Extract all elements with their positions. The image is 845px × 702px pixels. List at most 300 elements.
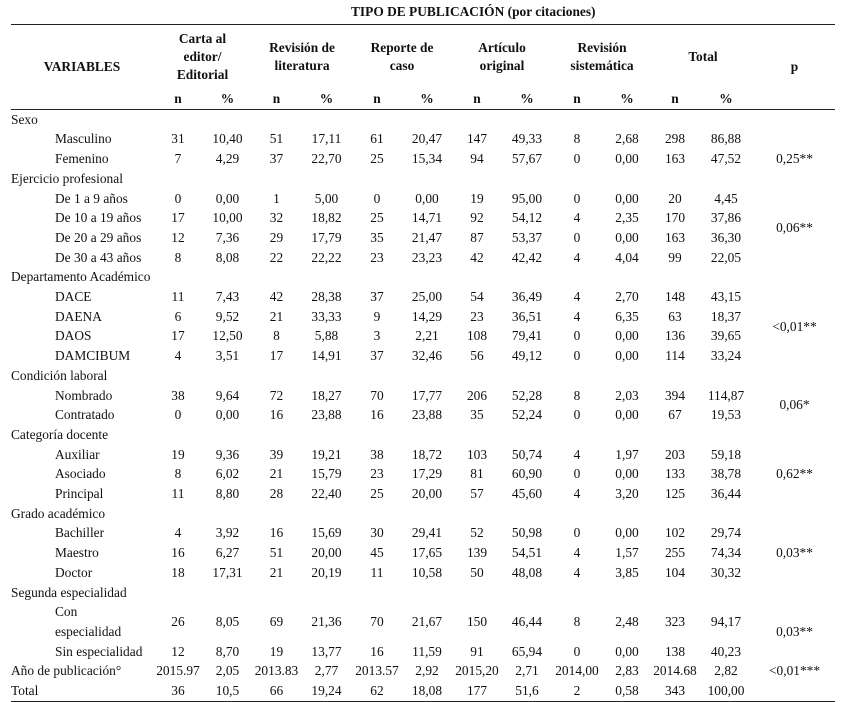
pct-cell: 19,53 — [710, 407, 742, 423]
n-cell: 9 — [373, 308, 381, 324]
n-cell: 4 — [573, 446, 581, 462]
pct-cell: 3,20 — [615, 486, 639, 502]
n-cell: 147 — [466, 131, 488, 147]
pct-cell: 57,67 — [511, 151, 543, 167]
table-row — [11, 307, 835, 327]
pct-cell: 0,00 — [615, 525, 639, 541]
n-cell: 3 — [373, 328, 381, 344]
pct-cell: 2,03 — [615, 387, 639, 403]
table-row — [11, 602, 835, 641]
group-header-line: Artículo — [478, 40, 526, 55]
n-cell: 16 — [370, 407, 384, 423]
row-label-line: Con — [55, 604, 78, 620]
n-cell: 23 — [470, 308, 484, 324]
n-cell: 136 — [664, 328, 686, 344]
n-cell: 16 — [269, 407, 284, 423]
category-label: Categoría docente — [11, 426, 109, 442]
row-label: DACE — [55, 289, 92, 305]
pct-cell: 15,69 — [311, 525, 342, 541]
row-label: Asociado — [55, 466, 106, 482]
total-row — [11, 681, 835, 701]
category-label: Departamento Académico — [11, 269, 151, 285]
pct-cell: 0,00 — [215, 190, 240, 206]
n-cell: 23 — [370, 249, 384, 265]
n-cell: 133 — [664, 466, 686, 482]
pct-cell: 54,51 — [511, 545, 543, 561]
category-row — [11, 109, 835, 129]
pct-header: % — [698, 89, 754, 109]
table-header — [11, 0, 835, 109]
n-cell: 2013.83 — [254, 663, 299, 679]
n-cell: 323 — [664, 614, 686, 630]
group-header-line: Carta al — [178, 31, 227, 46]
pct-cell: 22,05 — [710, 249, 742, 265]
pct-cell: 14,91 — [311, 348, 342, 364]
group-header-0 — [153, 25, 252, 90]
row-label-line: especialidad — [55, 623, 122, 639]
n-cell: 57 — [470, 486, 484, 502]
n-cell: 42 — [470, 249, 484, 265]
pct-cell: 0,00 — [615, 151, 639, 167]
n-cell: 19 — [470, 190, 484, 206]
n-cell: 87 — [470, 229, 484, 245]
pct-cell: 33,33 — [311, 308, 342, 324]
p-header: p — [754, 25, 835, 110]
pct-cell: 10,00 — [212, 210, 243, 226]
group-header-line: sistemática — [570, 58, 634, 73]
n-cell: 45 — [370, 545, 384, 561]
n-cell: 8 — [174, 249, 182, 265]
pct-cell: 6,02 — [215, 466, 240, 482]
pct-cell: 13,77 — [311, 643, 342, 659]
table-row — [11, 189, 835, 209]
n-cell: 177 — [452, 681, 502, 701]
group-header-line: Revisión — [577, 40, 627, 55]
table-row — [11, 484, 835, 504]
n-cell: 163 — [664, 151, 686, 167]
pct-cell: 95,00 — [511, 190, 543, 206]
group-header-line: Reporte de — [370, 40, 434, 55]
group-header-line: caso — [389, 58, 415, 73]
pct-cell: 17,29 — [411, 466, 443, 482]
table-body — [11, 109, 835, 701]
n-cell: 92 — [470, 210, 484, 226]
p-empty — [754, 583, 835, 603]
pct-cell: 7,43 — [215, 289, 240, 305]
pct-cell: 0,00 — [415, 190, 439, 206]
n-cell: 2014,00 — [555, 663, 599, 679]
pct-cell: 114,87 — [707, 387, 745, 403]
n-cell: 20 — [668, 190, 682, 206]
n-cell: 28 — [269, 486, 284, 502]
n-cell: 42 — [269, 289, 284, 305]
pct-cell: 19,21 — [311, 446, 342, 462]
pct-cell: 20,00 — [311, 545, 342, 561]
n-cell: 12 — [171, 229, 185, 245]
n-cell: 0 — [174, 407, 182, 423]
pct-cell: 19,24 — [301, 681, 352, 701]
pct-header: % — [502, 89, 552, 109]
row-label: De 1 a 9 años — [55, 190, 128, 206]
n-cell: 69 — [269, 614, 284, 630]
n-cell: 35 — [470, 407, 484, 423]
n-cell: 51 — [269, 545, 284, 561]
year-row — [11, 661, 835, 681]
n-cell: 12 — [171, 643, 185, 659]
n-cell: 18 — [171, 564, 185, 580]
n-cell: 26 — [171, 614, 185, 630]
pct-cell: 25,00 — [411, 289, 443, 305]
n-cell: 8 — [573, 387, 581, 403]
n-cell: 8 — [273, 328, 280, 344]
n-cell: 139 — [466, 545, 488, 561]
pct-cell: 0,58 — [602, 681, 652, 701]
pct-cell: 65,94 — [511, 643, 543, 659]
n-cell: 11 — [171, 289, 185, 305]
n-cell: 298 — [664, 131, 686, 147]
row-label: Contratado — [55, 407, 115, 423]
pct-cell: 0,00 — [615, 190, 639, 206]
n-cell: 36 — [153, 681, 203, 701]
pct-cell: 15,34 — [411, 151, 443, 167]
pct-cell: 22,40 — [311, 486, 342, 502]
pct-cell: 5,00 — [314, 190, 339, 206]
n-cell: 6 — [174, 308, 182, 324]
n-cell: 108 — [466, 328, 488, 344]
category-row — [11, 169, 835, 189]
n-cell: 203 — [664, 446, 686, 462]
group-header-5 — [652, 25, 754, 90]
n-cell: 62 — [352, 681, 402, 701]
pct-cell: 23,23 — [411, 249, 443, 265]
pct-cell: 46,44 — [511, 614, 543, 630]
n-cell: 138 — [664, 643, 686, 659]
pct-cell: 20,47 — [411, 131, 443, 147]
p-value: <0,01** — [772, 318, 817, 334]
pct-cell: 36,30 — [710, 229, 742, 245]
n-cell: 8 — [174, 466, 182, 482]
category-label: Grado académico — [11, 505, 106, 521]
n-cell: 22 — [269, 249, 284, 265]
pct-cell: 36,44 — [710, 486, 742, 502]
n-cell: 32 — [269, 210, 284, 226]
row-label: Femenino — [55, 151, 109, 167]
pct-cell: 6,35 — [615, 308, 639, 324]
pct-cell: 2,70 — [615, 289, 639, 305]
n-header: n — [352, 89, 402, 109]
row-label: De 10 a 19 años — [55, 210, 142, 226]
pct-cell: 22,22 — [311, 249, 342, 265]
n-header: n — [652, 89, 698, 109]
n-cell: 94 — [470, 151, 484, 167]
pct-cell: 14,71 — [411, 210, 443, 226]
pct-cell: 9,64 — [215, 387, 240, 403]
pct-cell: 29,74 — [710, 525, 742, 541]
pct-cell: 33,24 — [710, 348, 742, 364]
pct-cell: 0,00 — [615, 348, 639, 364]
pct-cell: 2,83 — [615, 663, 639, 679]
pct-cell: 18,27 — [311, 387, 342, 403]
pct-cell: 17,31 — [212, 564, 243, 580]
pct-cell: 8,08 — [215, 249, 240, 265]
p-value: 0,25** — [776, 151, 813, 167]
pct-cell: 30,32 — [710, 564, 742, 580]
table-row — [11, 248, 835, 268]
n-header: n — [552, 89, 602, 109]
pct-cell: 52,28 — [511, 387, 543, 403]
n-cell: 170 — [664, 210, 686, 226]
pct-cell: 2,05 — [215, 663, 240, 679]
n-cell: 2013.57 — [355, 663, 399, 679]
pct-cell: 15,79 — [311, 466, 342, 482]
n-cell: 2 — [552, 681, 602, 701]
group-header-2 — [352, 25, 452, 90]
n-cell: 2014.68 — [653, 663, 697, 679]
pct-header: % — [301, 89, 352, 109]
n-header: n — [153, 89, 203, 109]
pct-cell: 2,21 — [415, 328, 439, 344]
n-cell: 7 — [174, 151, 182, 167]
pct-cell: 10,40 — [212, 131, 243, 147]
p-value: 0,03** — [776, 545, 813, 561]
pct-cell: 2,68 — [615, 131, 639, 147]
pct-cell: 79,41 — [511, 328, 543, 344]
row-label: DAOS — [55, 328, 92, 344]
pct-cell: 17,65 — [411, 545, 443, 561]
n-cell: 16 — [269, 525, 284, 541]
n-cell: 0 — [573, 466, 581, 482]
n-cell: 4 — [174, 348, 182, 364]
pct-cell: 2,92 — [415, 663, 439, 679]
n-cell: 17 — [171, 328, 185, 344]
table-row — [11, 129, 835, 149]
p-value: 0,03** — [776, 623, 813, 639]
pct-cell: 51,6 — [502, 681, 552, 701]
n-cell: 66 — [252, 681, 301, 701]
n-cell: 52 — [470, 525, 484, 541]
pct-cell: 43,15 — [710, 289, 742, 305]
row-label: Masculino — [55, 131, 112, 147]
pct-cell: 1,97 — [615, 446, 639, 462]
p-empty — [754, 109, 835, 129]
table-row — [11, 563, 835, 583]
table-row — [11, 287, 835, 307]
pct-cell: 0,00 — [615, 229, 639, 245]
row-label: De 20 a 29 años — [55, 229, 142, 245]
n-cell: 125 — [664, 486, 686, 502]
pct-cell: 74,34 — [710, 545, 742, 561]
n-cell: 148 — [664, 289, 686, 305]
p-empty — [754, 425, 835, 445]
pct-cell: 17,77 — [411, 387, 443, 403]
row-label — [11, 602, 153, 641]
table-title-text: TIPO DE PUBLICACIÓN (por citaciones) — [351, 4, 596, 20]
p-value: 0,06* — [779, 397, 810, 413]
pct-cell: 50,74 — [511, 446, 543, 462]
pct-cell: 39,65 — [710, 328, 742, 344]
n-cell: 150 — [466, 614, 488, 630]
n-cell: 2015,20 — [455, 663, 499, 679]
pct-cell: 0,00 — [615, 643, 639, 659]
n-cell: 37 — [370, 289, 384, 305]
n-cell: 19 — [171, 446, 185, 462]
pct-cell: 59,18 — [710, 446, 742, 462]
row-label: Principal — [55, 486, 104, 502]
pct-cell: 60,90 — [511, 466, 543, 482]
year-label: Año de publicación° — [11, 663, 122, 679]
n-cell: 30 — [370, 525, 384, 541]
pct-cell: 0,00 — [615, 407, 639, 423]
pct-cell: 52,24 — [511, 407, 543, 423]
pct-cell: 2,82 — [714, 663, 738, 679]
pct-cell: 9,52 — [215, 308, 240, 324]
publication-type-table — [11, 0, 835, 702]
table-row — [11, 208, 835, 228]
n-cell: 51 — [269, 131, 284, 147]
n-cell: 25 — [370, 486, 384, 502]
n-cell: 104 — [664, 564, 686, 580]
pct-cell: 4,04 — [615, 249, 639, 265]
pct-cell: 17,79 — [311, 229, 342, 245]
row-label: Nombrado — [55, 387, 113, 403]
group-header-line: editor/ — [183, 49, 222, 64]
n-cell: 102 — [664, 525, 686, 541]
n-cell: 0 — [174, 190, 182, 206]
pct-cell: 29,41 — [411, 525, 443, 541]
pct-cell: 54,12 — [511, 210, 543, 226]
pct-cell: 4,45 — [714, 190, 738, 206]
n-cell: 394 — [664, 387, 686, 403]
row-label: Bachiller — [55, 525, 105, 541]
group-header-3 — [452, 25, 552, 90]
pct-header: % — [602, 89, 652, 109]
n-cell: 4 — [174, 525, 182, 541]
pct-cell: 48,08 — [511, 564, 543, 580]
pct-cell: 18,37 — [710, 308, 742, 324]
n-cell: 91 — [470, 643, 484, 659]
group-header-line: original — [479, 58, 525, 73]
total-label: Total — [11, 681, 153, 701]
n-cell: 37 — [269, 151, 284, 167]
table-row — [11, 326, 835, 346]
n-cell: 23 — [370, 466, 384, 482]
pct-cell: 0,00 — [215, 407, 240, 423]
pct-cell: 4,29 — [215, 151, 240, 167]
row-label: DAMCIBUM — [55, 348, 131, 364]
n-cell: 0 — [573, 328, 581, 344]
pct-cell: 12,50 — [212, 328, 243, 344]
pct-cell: 18,08 — [402, 681, 452, 701]
n-header: n — [252, 89, 301, 109]
pct-cell: 5,88 — [314, 328, 339, 344]
year-p-value: <0,01*** — [768, 663, 821, 679]
n-cell: 0 — [573, 348, 581, 364]
n-cell: 343 — [652, 681, 698, 701]
row-label: DAENA — [55, 308, 102, 324]
n-cell: 67 — [668, 407, 682, 423]
n-cell: 8 — [573, 614, 581, 630]
n-cell: 21 — [269, 564, 284, 580]
table-row — [11, 405, 835, 425]
n-cell: 0 — [573, 151, 581, 167]
n-cell: 0 — [373, 190, 381, 206]
pct-cell: 2,77 — [314, 663, 339, 679]
pct-cell: 10,5 — [203, 681, 252, 701]
pct-cell: 38,78 — [710, 466, 742, 482]
pct-cell: 2,71 — [515, 663, 539, 679]
header-title-row — [11, 0, 835, 25]
n-cell: 17 — [269, 348, 284, 364]
category-row — [11, 366, 835, 386]
pct-cell: 53,37 — [511, 229, 543, 245]
pct-header: % — [203, 89, 252, 109]
pct-cell: 8,70 — [215, 643, 240, 659]
category-label: Segunda especialidad — [11, 584, 127, 600]
pct-cell: 86,88 — [710, 131, 742, 147]
group-header-line: literatura — [274, 58, 330, 73]
pct-cell: 18,72 — [411, 446, 443, 462]
n-cell: 35 — [370, 229, 384, 245]
variables-header: VARIABLES — [11, 25, 153, 110]
pct-cell: 23,88 — [311, 407, 342, 423]
pct-cell: 6,27 — [215, 545, 240, 561]
n-cell: 37 — [370, 348, 384, 364]
row-label: Auxiliar — [55, 446, 100, 462]
n-cell: 56 — [470, 348, 484, 364]
category-row — [11, 425, 835, 445]
n-cell: 114 — [665, 348, 685, 364]
pct-cell: 22,70 — [311, 151, 342, 167]
n-cell: 16 — [171, 545, 185, 561]
pct-cell: 23,88 — [411, 407, 443, 423]
n-cell: 206 — [466, 387, 488, 403]
pct-cell: 14,29 — [411, 308, 443, 324]
row-label: Maestro — [55, 545, 99, 561]
table-row — [11, 445, 835, 465]
pct-cell: 17,11 — [311, 131, 342, 147]
row-label: Doctor — [55, 564, 93, 580]
n-cell: 70 — [370, 387, 384, 403]
p-empty — [754, 504, 835, 524]
table-row — [11, 642, 835, 662]
n-cell: 11 — [370, 564, 384, 580]
header-group-row — [11, 25, 835, 90]
pct-cell: 8,80 — [215, 486, 240, 502]
group-header-line: Revisión de — [269, 40, 335, 55]
pct-cell: 9,36 — [215, 446, 240, 462]
n-cell: 25 — [370, 151, 384, 167]
pct-cell: 7,36 — [215, 229, 240, 245]
pct-cell: 3,85 — [615, 564, 639, 580]
n-cell: 0 — [573, 525, 581, 541]
row-label: De 30 a 43 años — [55, 249, 142, 265]
p-value: 0,62** — [776, 466, 813, 482]
p-empty — [754, 169, 835, 189]
pct-cell: 21,47 — [411, 229, 443, 245]
category-row — [11, 583, 835, 603]
n-cell: 0 — [573, 229, 581, 245]
n-cell: 1 — [273, 190, 280, 206]
n-cell: 4 — [573, 486, 581, 502]
n-cell: 4 — [573, 249, 581, 265]
n-cell: 4 — [573, 289, 581, 305]
pct-cell: 1,57 — [615, 545, 639, 561]
n-cell: 21 — [269, 308, 284, 324]
pct-cell: 32,46 — [411, 348, 443, 364]
n-cell: 99 — [668, 249, 682, 265]
table-row — [11, 386, 835, 406]
n-cell: 38 — [171, 387, 185, 403]
